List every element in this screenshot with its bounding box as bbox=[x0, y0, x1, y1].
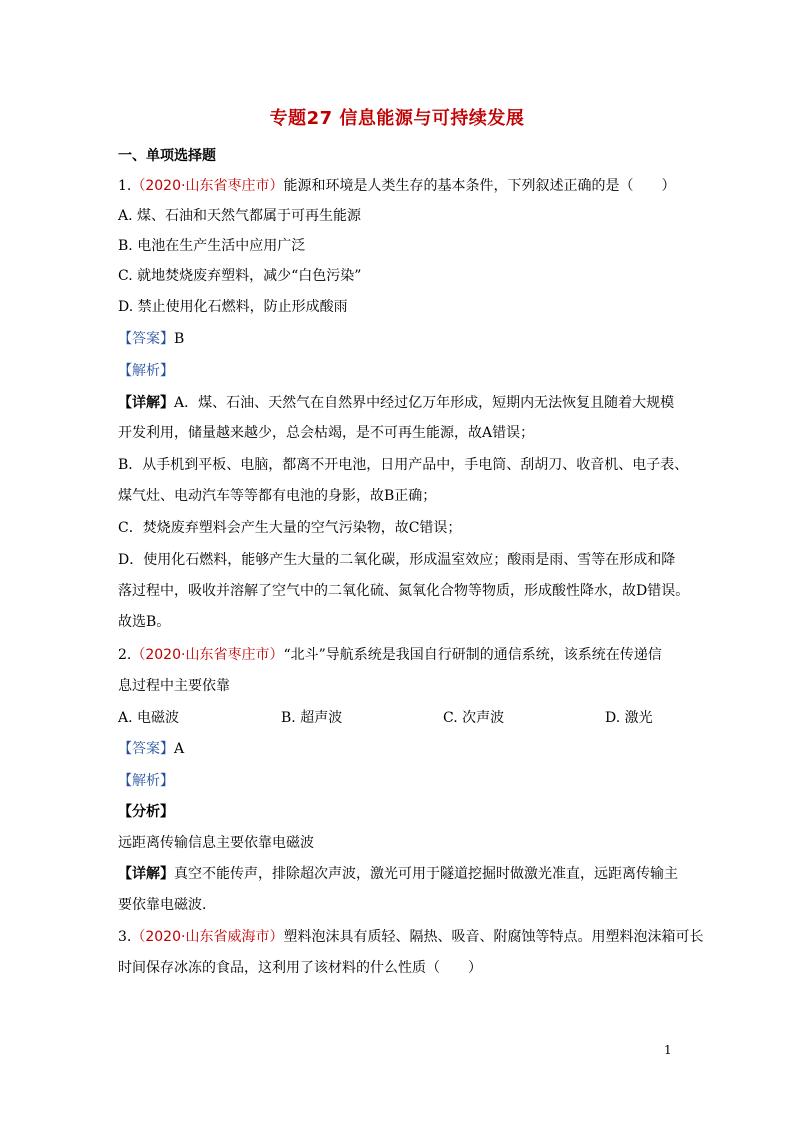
q2-stem-line: 息过程中主要依靠 bbox=[118, 678, 230, 694]
q1-detail-line bbox=[118, 393, 680, 413]
q2-answer: A bbox=[174, 741, 185, 757]
q3-number: 3. bbox=[118, 929, 132, 945]
q2-analysis-tag: 【解析】 bbox=[118, 773, 174, 789]
q1-answer-tag: 【答案】 bbox=[118, 331, 174, 347]
q3-source: （2020·山东省威海市） bbox=[131, 929, 284, 945]
q1-stem: 能源和环境是人类生存的基本条件，下列叙述正确的是（ ） bbox=[283, 178, 676, 194]
q2-analysis2-tag: 【分析】 bbox=[118, 804, 174, 820]
q1-analysis-tag: 【解析】 bbox=[118, 363, 174, 379]
q1-option-d: D. 禁止使用化石燃料，防止形成酸雨 bbox=[118, 299, 348, 315]
q2-source: （2020·山东省枣庄市） bbox=[131, 647, 284, 663]
q1-option-b: B. 电池在生产生活中应用广泛 bbox=[118, 238, 306, 254]
q2-detail-tag: 【详解】 bbox=[118, 866, 174, 882]
q2-detail-text: 真空不能传声，排除超次声波，激光可用于隧道挖掘时做激光准直，远距离传输主 bbox=[174, 866, 678, 882]
q2-stem: “北斗”导航系统是我国自行研制的通信系统，该系统在传递信 bbox=[283, 647, 662, 663]
q2-analysis-text: 远距离传输信息主要依靠电磁波 bbox=[118, 835, 314, 851]
q2-detail-line: 要依靠电磁波． bbox=[118, 897, 216, 913]
q1-stem-line bbox=[118, 176, 680, 196]
q2-number: 2. bbox=[118, 647, 132, 663]
q3-stem-line: 时间保存冰冻的食品，这利用了该材料的什么性质（ ） bbox=[118, 960, 482, 976]
q2-option-c: C. 次声波 bbox=[443, 710, 505, 726]
q1-detail-text: A．煤、石油、天然气在自然界中经过亿万年形成，短期内无法恢复且随着大规模 bbox=[174, 395, 675, 411]
q1-answer-line bbox=[118, 329, 680, 349]
page-title: 专题27 信息能源与可持续发展 bbox=[269, 108, 525, 129]
q1-detail-line: 落过程中，吸收并溶解了空气中的二氧化硫、氮氧化合物等物质，形成酸性降水，故D错误。 bbox=[118, 583, 690, 599]
q1-detail-line: D．使用化石燃料，能够产生大量的二氧化碳，形成温室效应；酸雨是雨、雪等在形成和降 bbox=[118, 552, 676, 568]
q1-detail-line: C．焚烧废弃塑料会产生大量的空气污染物，故C错误； bbox=[118, 520, 462, 536]
q1-option-a: A. 煤、石油和天然气都属于可再生能源 bbox=[118, 208, 362, 224]
q3-stem: 塑料泡沫具有质轻、隔热、吸音、附腐蚀等特点。用塑料泡沫箱可长 bbox=[283, 929, 704, 945]
q1-detail-line: 开发利用，储量越来越少，总会枯竭，是不可再生能源，故A错误； bbox=[118, 425, 535, 441]
q1-option-c: C. 就地焚烧废弃塑料，减少“白色污染” bbox=[118, 268, 362, 284]
q2-stem-line bbox=[118, 645, 680, 665]
q2-option-d: D. 激光 bbox=[605, 710, 653, 726]
q1-source: （2020·山东省枣庄市） bbox=[131, 178, 284, 194]
page-number: 1 bbox=[664, 1043, 672, 1057]
section-heading: 一、单项选择题 bbox=[118, 148, 216, 164]
q2-answer-line bbox=[118, 739, 680, 759]
q1-analysis-line bbox=[118, 361, 680, 381]
q2-option-b: B. 超声波 bbox=[281, 710, 343, 726]
q2-option-a: A. 电磁波 bbox=[118, 710, 180, 726]
q2-analysis-line bbox=[118, 771, 680, 791]
q1-number: 1. bbox=[118, 178, 132, 194]
q3-stem-line bbox=[118, 927, 704, 947]
q1-detail-line: 煤气灶、电动汽车等等都有电池的身影，故B正确； bbox=[118, 488, 437, 504]
q1-answer: B bbox=[174, 331, 185, 347]
q1-detail-line: B．从手机到平板、电脑，都离不开电池，日用产品中，手电筒、刮胡刀、收音机、电子表、 bbox=[118, 457, 689, 473]
q2-detail-line bbox=[118, 864, 680, 884]
q1-detail-tag: 【详解】 bbox=[118, 395, 174, 411]
q2-answer-tag: 【答案】 bbox=[118, 741, 174, 757]
q1-conclusion: 故选B。 bbox=[118, 614, 171, 630]
